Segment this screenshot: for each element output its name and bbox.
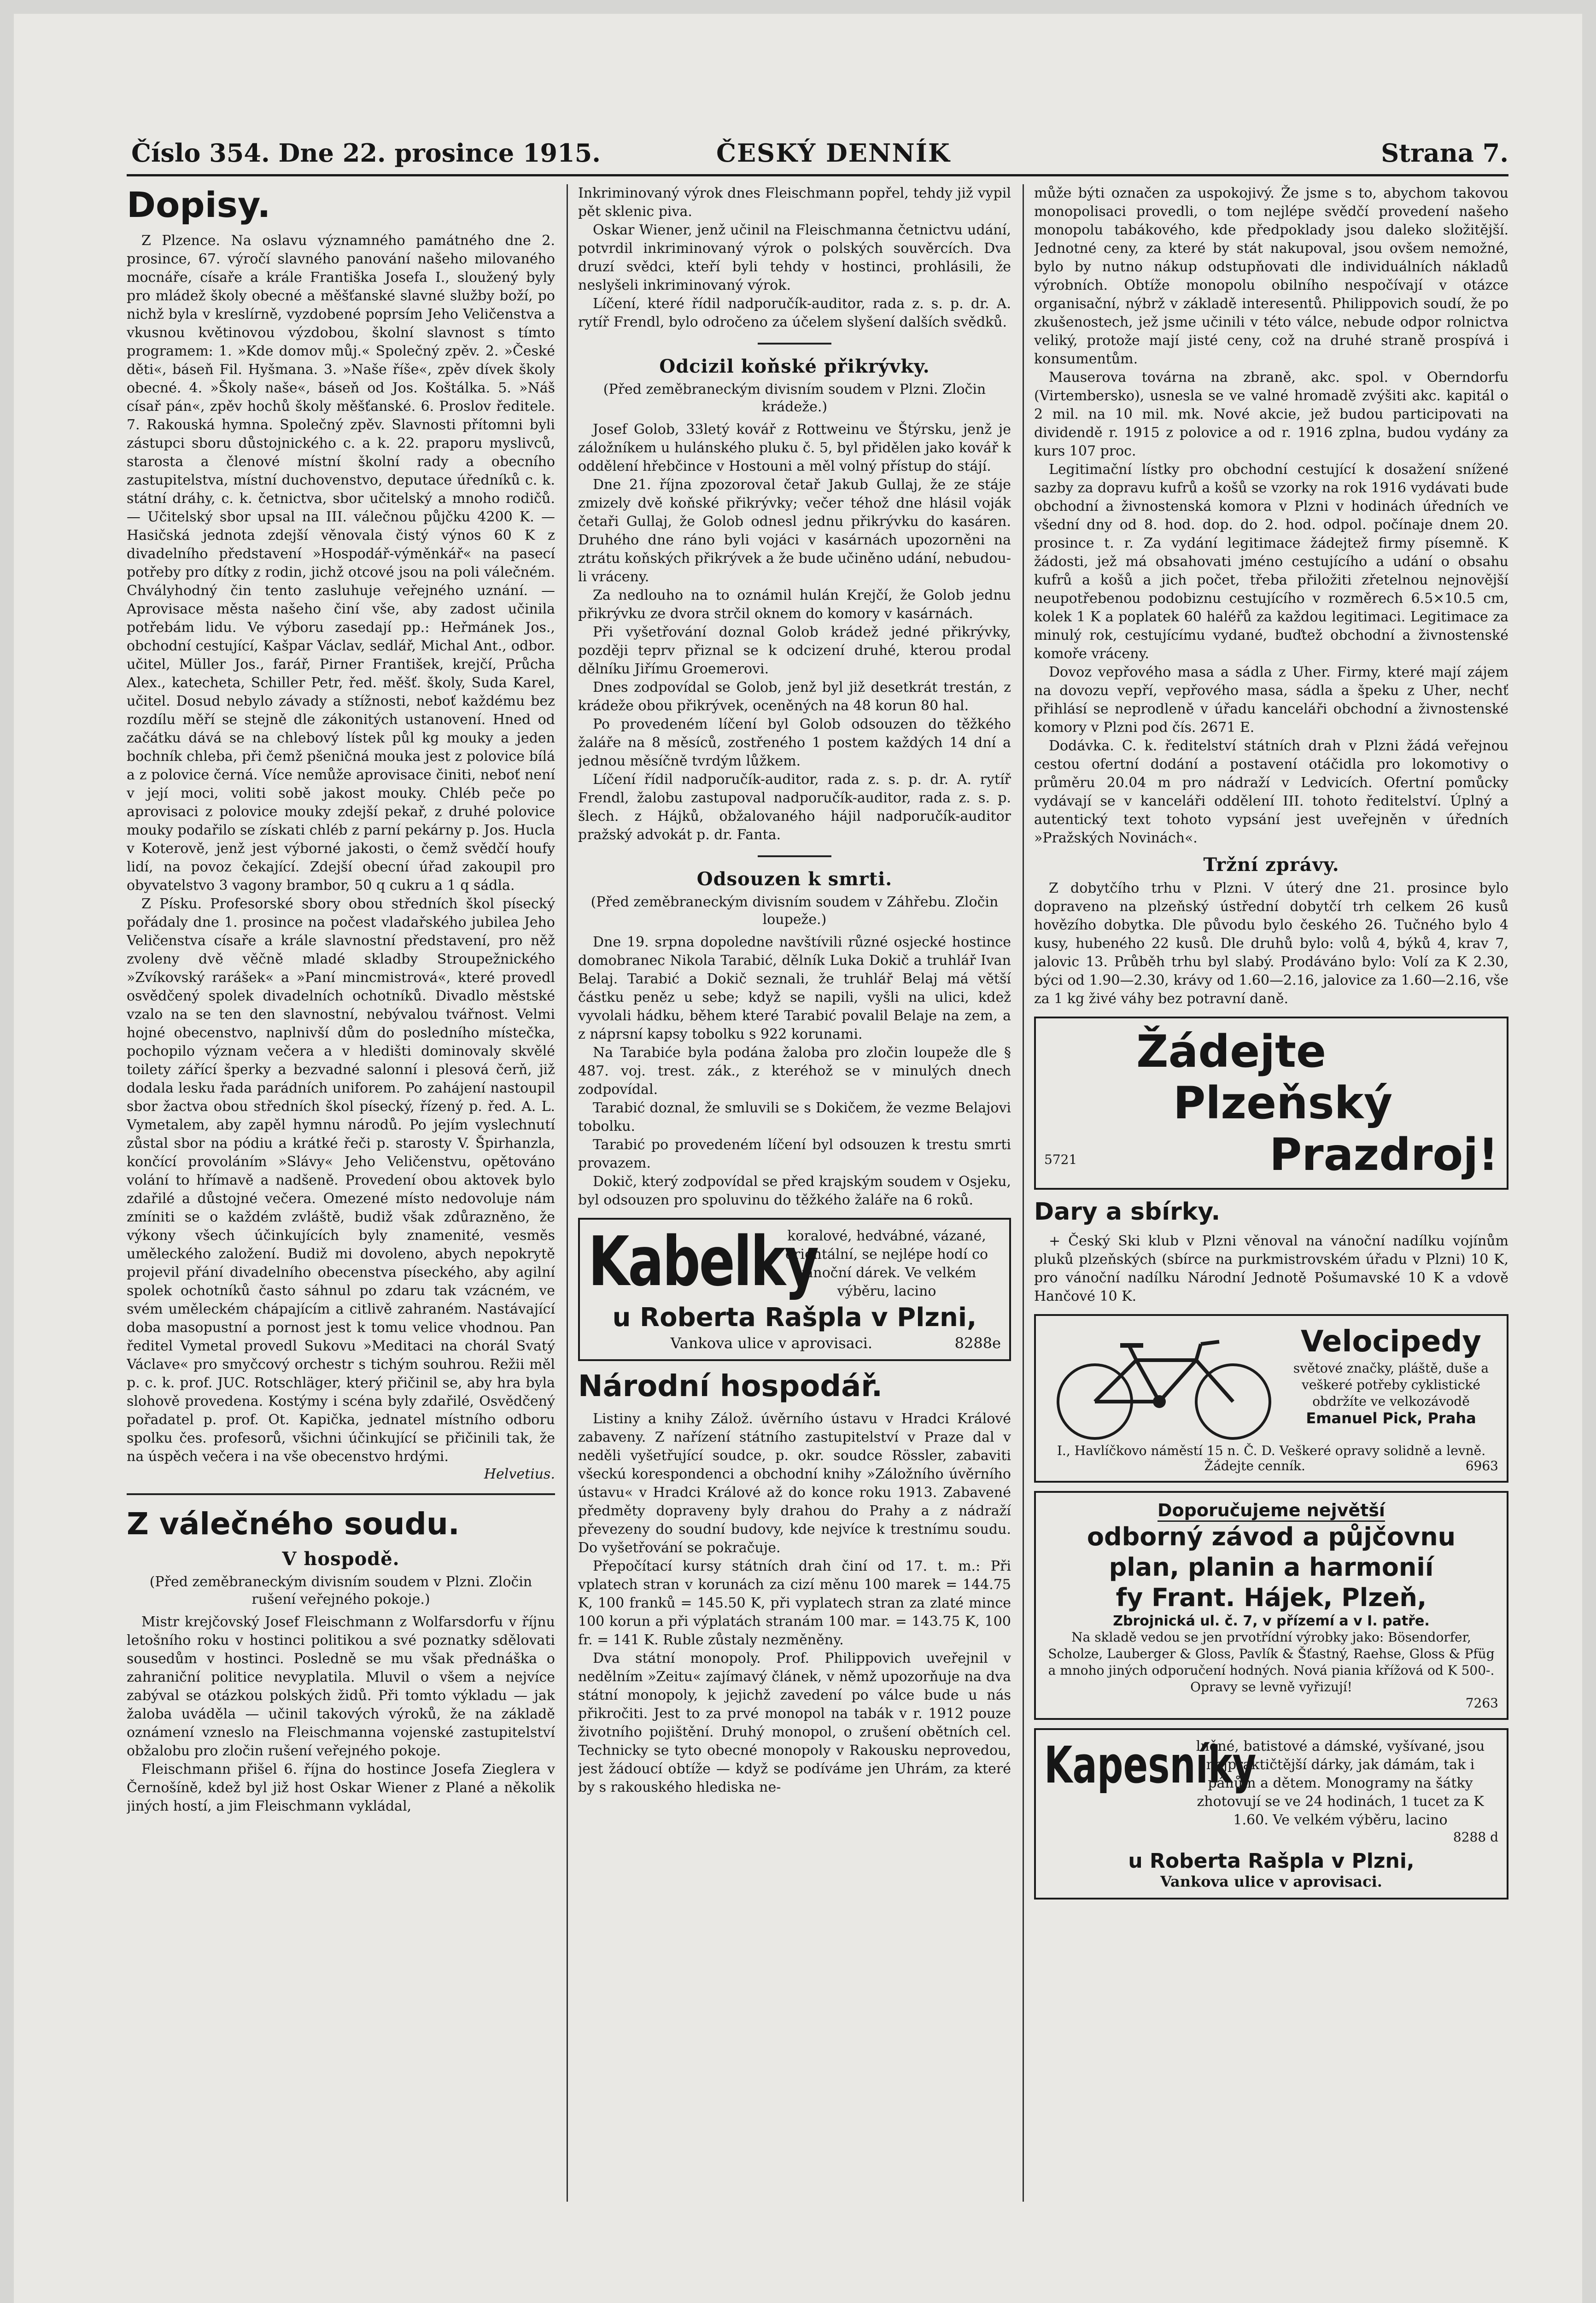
page-header: [113, 138, 1508, 170]
advert-kabelky-address: Vankova ulice v aprovisaci.: [670, 1334, 873, 1352]
advert-code: 6963: [1465, 1458, 1498, 1473]
article-fleischmann: Mistr krejčovský Josef Fleischmann z Wolfarsdorfu v říjnu letošního roku v hostinci politikou a své poznatky sdělovati sousedům v hostinci. Posledně se mu však přednáška o zahraniční politice nevyplatila. Mluvil o všem a nejvíce zabýval se otázkou polských židů. Při tomto výkladu — jak žaloba uváděla — učinil takových výroků, že na základě oznámení vzneslo na Fleischmanna vojenské zastupitelství obžalobu pro zločin rušení veřejného pokoje.: [127, 1614, 555, 1759]
advert-code: 5721: [1044, 1152, 1077, 1167]
economy-paragraph: Mauserova továrna na zbraně, akc. spol. v Oberndorfu (Virtembersko), usnesla se ve valné hromadě zvýšiti akc. kapitál o 2 mil. na 10 mil. mk. Nové akcie, jež budou participovati na dividendě r. 1915 z polovice a od r. 1916 zplna, budou vydány za kurs 107 proc.: [1034, 369, 1508, 459]
column-rule: [1023, 184, 1024, 2202]
bicycle-icon: [1044, 1323, 1284, 1443]
article-divider: [758, 855, 831, 857]
advert-prazdroj-line2: Plzeňský: [1173, 1077, 1393, 1129]
article-paragraph: Tarabić doznal, že smluvili se s Dokičem, že vezme Belajovi tobolku.: [578, 1100, 1011, 1134]
advert-kapesniky-text: lněné, batistové a dámské, vyšívané, jsou nejpraktičtější dárky, jak dámám, tak i pánům a dětem. Monogramy na šátky zhotovují se ve 24 hodinách, 1 tucet za K 1.60. Ve velkém výběru, lacino: [1196, 1738, 1485, 1828]
article-divider: [758, 343, 831, 345]
masthead-title: ČESKÝ DENNÍK: [716, 138, 951, 168]
column-3: [1034, 184, 1508, 2220]
article-signature: Helvetius.: [484, 1466, 555, 1482]
advert-prazdroj: [1034, 1017, 1508, 1190]
section-title-war-court: Z válečného soudu.: [127, 1506, 460, 1542]
economy-paragraph: Přepočítací kursy státních drah činí od 17. t. m.: Při vplatech stran v korunách za cizí měnu 100 marek = 144.75 K, 100 franků = 145.50 K, při vyplatech stran za zlaté mince 100 korun a při výplatách stranám 100 mar. = 143.75 K, 100 fr. = 141 K. Ruble zůstaly nezměněny.: [578, 1558, 1011, 1648]
advert-velo-title: Velocipedy: [1301, 1325, 1481, 1359]
advert-hajek-lead: Doporučujeme největší: [1158, 1500, 1385, 1522]
issue-line: Číslo 354. Dne 22. prosince 1915.: [131, 138, 601, 168]
article-court-note: (Před zeměbraneckým divisním soudem v Plzni. Zločin rušení veřejného pokoje.): [149, 1574, 532, 1607]
article-paragraph: Při vyšetřování doznal Golob krádež jedné přikrývky, později teprv přiznal se k odcizení druhé, kterou prodal dělníku Jiřímu Groemerovi.: [578, 624, 1011, 677]
economy-paragraph: Dodávka. C. k. ředitelství státních drah v Plzni žádá veřejnou cestou ofertní dodání a postavení otáčidla pro lokomotivy o průměru 20.04 m pro nádraží v Ledvicích. Ofertní pomůcky vydávají se v kanceláři oddělení III. tohoto ředitelství. Úplný a autentický text tohoto vypsání jest uveřejněn v úředních »Pražských Novinách«.: [1034, 738, 1508, 846]
article-court-note: (Před zeměbraneckým divisním soudem v Záhřebu. Zločin loupeže.): [590, 894, 999, 928]
header-rule: [127, 174, 1508, 176]
article-fleischmann-cont: Fleischmann přišel 6. října do hostince Josefa Zieglera v Černošíně, kdež byl již host Oskar Wiener z Plané a několik jiných hostí, a jim Fleischmann vykládal,: [127, 1761, 555, 1814]
economy-paragraph: Dva státní monopoly. Prof. Philippovich uveřejnil v nedělním »Zeitu« zajímavý článek, v němž upozorňuje na dva státní monopoly, k jejichž zavedení po válce bude u nás přikročiti. Jest to za prvé monopol na tabák v r. 1912 pouze životního pojištění. Druhý monopol, o zrušení obětních cel. Technicky se tyto obecné monopoly v Rakousku neprovedou, jest žádoucí obtíže — když se podíváme jen Uhrám, za které by s rakouského hlediska ne-: [578, 1650, 1011, 1795]
advert-hajek-address: Zbrojnická ul. č. 7, v přízemí a v I. patře.: [1113, 1613, 1430, 1629]
advert-hajek-text: Na skladě vedou se jen prvotřídní výrobky jako: Bösendorfer, Scholze, Lauberger & Gloss, Pavlík & Šťastný, Raehse, Gloss & Pfüg a mnoho jiných odporučení hodných. Nová piania křížová od K 500-. Opravy se levně vyřizují!: [1048, 1630, 1495, 1695]
section-title-gifts: Dary a sbírky.: [1034, 1198, 1221, 1226]
newspaper-page: [113, 120, 1508, 2220]
newspaper-sheet: [14, 14, 1582, 2303]
advert-kabelky: [578, 1218, 1011, 1361]
advert-kapesniky: [1034, 1728, 1508, 1900]
page-number: Strana 7.: [1381, 138, 1508, 168]
article-paragraph: Na Tarabiće byla podána žaloba pro zločin loupeže dle § 487. voj. trest. zák., z kteréhož se v minulých dnech zodpovídal.: [578, 1045, 1011, 1098]
advert-kabelky-street: [588, 1334, 1001, 1352]
advert-velo-firm: Emanuel Pick, Praha: [1306, 1409, 1476, 1427]
article-paragraph: Líčení řídil nadporučík-auditor, rada z. s. p. dr. A. rytíř Frendl, žalobu zastupoval nadporučík-auditor, rada z. s. p. šlech. z Hájků, obžalovaného hájil nadporučík-auditor pražský advokát p. dr. Fanta.: [578, 772, 1011, 843]
advert-code: 8288 d: [1453, 1830, 1498, 1845]
advert-velocipedy: [1034, 1314, 1508, 1483]
column-rule: [567, 184, 568, 2202]
advert-hajek-line1: odborný závod a půjčovnu: [1087, 1522, 1456, 1551]
article-wiener: Oskar Wiener, jenž učinil na Fleischmanna četnictvu udání, potvrdil inkriminovaný výrok o polských souvěrcích. Dva druzí svědci, kteří byli tehdy v hostinci, prohlásili, že neslyšeli inkriminovaný výrok.: [578, 222, 1011, 293]
article-title-smrt: Odsouzen k smrti.: [696, 868, 893, 890]
advert-kabelky-headline: Kabelky: [588, 1222, 818, 1301]
advert-kapesniky-street: Vankova ulice v aprovisaci.: [1160, 1873, 1382, 1890]
market-report: Z dobytčího trhu v Plzni. V úterý dne 21. prosince bylo dopraveno na plzeňský ústřední dobytčí trh celkem 26 kusů hovězího dobytka. Dle původu bylo českého 26. Tučného bylo 4 kusy, hubeného 22 kusů. Dle druhů bylo: volů 4, býků 4, krav 7, jalovic 13. Průběh trhu byl slabý. Prodáváno bylo: Volí za K 2.30, býci od 1.90—2.30, krávy od 1.60—2.16, jalovice za 1.60—2.16, vše za 1 kg živé váhy bez potravní daně.: [1034, 880, 1508, 1007]
article-paragraph: Tarabić po provedeném líčení byl odsouzen k trestu smrti provazem.: [578, 1137, 1011, 1171]
advert-hajek: [1034, 1491, 1508, 1720]
gifts-text: + Český Ski klub v Plzni věnoval na vánoční nadílku vojínům pluků plzeňských (sbírce na purkmistrovském úřadu v Plzni) 10 K, pro vánoční nadílku Národní Jednotě Pošumavské 10 K a vdově Hančové 10 K.: [1034, 1233, 1508, 1304]
advert-velo-text: světové značky, pláště, duše a veškeré potřeby cyklistické obdržíte ve velkozávodě: [1293, 1361, 1489, 1409]
advert-prazdroj-line3: Prazdroj!: [1269, 1129, 1498, 1181]
article-paragraph: Dokič, který zodpovídal se před krajským soudem v Osjeku, byl odsouzen pro spoluvinu do těžkého žaláře na 6 roků.: [578, 1174, 1011, 1208]
advert-velo-address: I., Havlíčkovo náměstí 15 n. Č. D. Veškeré opravy solidně a levně. Žádejte cenník.: [1057, 1443, 1486, 1473]
article-paragraph: Dnes zodpovídal se Golob, jenž byl již desetkrát trestán, z krádeže obou přikrývek, oceněných na 48 korun 80 hal.: [578, 679, 1011, 714]
advert-kabelky-firm: u Roberta Rašpla v Plzni,: [612, 1303, 977, 1333]
section-title-dopisy: Dopisy.: [127, 184, 271, 225]
section-divider: [127, 1493, 555, 1495]
advert-kabelky-text: koralové, hedvábné, vázané, orientální, se nejlépe hodí co vánoční dárek. Ve velkém výběru, lacino: [785, 1228, 988, 1299]
article-title-prikryvky: Odcizil koňské přikrývky.: [659, 356, 930, 377]
article-plzenec: Z Plzence. Na oslavu významného památného dne 2. prosince, 67. výročí slavného panování našeho milovaného mocnáře, císaře a krále Františka Josefa I., sloužený byly pro mládež školy obecné a měšťanské slavné služby boží, po nichž byla v kreslírně, vyzdobené poprsím Jeho Veličenstva a vkusnou květinovou výzdobou, školní slavnost s tímto programem: 1. »Kde domov můj.« Společný zpěv. 2. »České děti«, báseň Fil. Hyšmana. 3. »Naše říše«, zpěv dívek školy obecné. 4. »Školy naše«, báseň od Jos. Koštálka. 5. »Náš císař pán«, zpěv hochů školy měšťanské. 6. Proslov ředitele. 7. Rakouská hymna. Společný zpěv. Slavnosti přítomni byli zástupci sboru důstojnického c. a k. 22. praporu myslivců, starosta a členové místní školní rady a obecního zastupitelstva, místní duchovenstvo, deputace úředníků c. k. státní dráhy, c. k. četnictva, sbor učitelský a mnoho rodičů. — Učitelský sbor upsal na III. válečnou půjčku 4200 K. — Hasičská jednota zdejší věnovala čistý výnos 60 K z divadelního představení »Hospodář-výměnkář« na pasecí potřeby pro dítky z rodin, jichž otcové jsou na poli válečném. Chvályhodný čin tento zasluhuje veřejného uznání. — Aprovisace města našeho činí vše, aby zadost učinila potřebám lidu. Ve výboru zasedají pp.: Heřmánek Jos., obchodní cestující, Kašpar Václav, sedlář, Michal Ant., odbor. učitel, Müller Jos., farář, Pirner František, krejčí, Průcha Alex., katecheta, Schiller Petr, řed. měšť. školy, Suda Karel, učitel. Dosud nebylo závady a stížnosti, neboť každému bez rozdílu měří se stejně dle zákonitých ustanovení. Hned od začátku dává se na chlebový lístek půl kg mouky a jeden bochník chleba, při čemž pšeničná mouka jest z polovice bílá a z polovice černá. Více nemůže aprovisace činiti, neboť není v její moci, voliti sobě jakost mouky. Chléb peče po aprovisaci z polovice mouky zdejší pekař, z druhé polovice mouky podařilo se získati chléb z parní pekárny p. Jos. Hucla v Koterově, jenž jest výborné jakosti, o čemž svědčí houfy lidí, na povoz čekající. Zdejší obecní úřad zakoupil pro obyvatelstvo 3 vagony brambor, 50 q cukru a 1 q sádla.: [127, 233, 555, 894]
article-paragraph: Za nedlouho na to oznámil hulán Krejčí, že Golob jednu přikrývku ze dvora strčil oknem do komory v kasárnách.: [578, 587, 1011, 622]
advert-velo-footer: [1044, 1443, 1498, 1473]
advert-hajek-line2: plan, planin a harmonií: [1109, 1553, 1434, 1582]
economy-paragraph: Dovoz vepřového masa a sádla z Uher. Firmy, které mají zájem na dovozu vepří, vepřového masa, sádla a špeku z Uher, nechť přihlásí se neprodleně v úřadu kanceláři obchodní a živnostenské komory v Plzni pod čís. 2671 E.: [1034, 664, 1508, 736]
advert-kapesniky-headline: Kapesníky: [1044, 1736, 1257, 1794]
article-adjourned: Líčení, které řídil nadporučík-auditor, rada z. s. p. dr. A. rytíř Frendl, bylo odročeno za účelem slyšení dalších svědků.: [578, 296, 1011, 330]
column-2: [578, 184, 1011, 2220]
article-pisek: Z Písku. Profesorské sbory obou středních škol písecký pořádaly dne 1. prosince na počest vladařského jubilea Jeho Veličenstva císaře a krále slavnostní představení, pro něž zvoleny dvě věčně mladé skladby Stroupežnického »Zvíkovský rarášek« a »Paní mincmistrová«, které provedl osvědčený spolek divadelních ochotníků. Divadlo městské vzalo na se ten den slavnostní, nebývalou tvářnost. Velmi hojné obecenstvo, naplnivší dům do posledního místečka, pochopilo význam večera a v hledišti dominovaly skvělé toilety zářící šperky a bezvadné salonní i plesová čerň, již dodala lesku řada parádních uniforem. Po zahájení nastoupil sbor žactva obou středních škol písecký, řízený p. řed. A. L. Vymetalem, aby zapěl hymnu národů. Po jejím vyslechnutí zůstal sbor na pódiu a krátké řeči p. starosty V. Špirhanzla, končící provoláním »Slávy« Jeho Veličenstvu, opětováno volání to hřímavě a nadšeně. Provedení obou aktovek bylo zdařilé a důstojné večera. Omezené místo nedovoluje nám zmíniti se o každém zvláště, budiž však zdůrazněno, že výkony všech účinkujících byly znamenité, vesměs uměleckého založení. Budiž mi dovoleno, abych nepokrytě projevil přání divadelního obecenstva píseckého, aby agilní spolek ochotníků často sáhnul po zdaru tak vzácném, ve svém uměleckém chápajícím a citlivě zahraném. Nastávající doba masopustní a pornost jest k tomu velice vhodnou. Pan ředitel Vymetal provedl Sukovu »Meditaci na chorál Svatý Václave« pro smyčcový orchestr s tichým souhrou. Režii měl p. c. k. prof. JUC. Rotschläger, který přičinil se, aby hra byla slohově provedena. Kostýmy i scéna byly zdařilé, Osvědčený pořadatel p. prof. Ot. Kapička, jednatel místního odboru spolku čes. profesorů, všichni účinkující se přičinili tak, že na úspěch večera i na vše obecenstvo hrdými.: [127, 896, 555, 1465]
advert-hajek-firm: fy Frant. Hájek, Plzeň,: [1116, 1583, 1427, 1612]
economy-continuation: může býti označen za uspokojivý. Že jsme s to, abychom takovou monopolisaci provedli, o tom nejlépe svědčí provedení našeho monopolu tabákového, kde předpoklady jsou daleko složitější. Jednotné ceny, za které by stát nakupoval, jsou ovšem nemožné, bylo by nutno nákup odstupňovati dle individuálních nákladů výrobních. Obtíže monopolu obilního nespočívají v otázce organisační, nýbrž v základě interesentů. Philippovich soudí, že po zkušenostech, jež jsme učinili v této válce, nebude odpor rolnictva veliký, protože mají jisté ceny, což na druhé straně prospívá i konsumentům.: [1034, 185, 1508, 367]
column-1: [127, 184, 555, 2220]
advert-code: 7263: [1465, 1695, 1498, 1711]
economy-paragraph: Legitimační lístky pro obchodní cestující k dosažení snížené sazby za dopravu kufrů a košů se vzorky na rok 1916 vydávati bude obchodní a živnostenská komora v Plzni v hodinách úředních ve všední dny od 8. hod. dop. do 2. hod. odpol. počínaje dnem 20. prosince t. r. Za vydání legitimace žádejtež firmy písemně. K žádosti, jež má obsahovati jméno cestujícího a udání o obsahu kufrů a košů a jich počet, třeba přiložiti zřetelnou nejnovější neupotřebenou podobiznu cestujícího v rozměrech 6.5×10.5 cm, kolek 1 K a poplatek 60 haléřů za každou legitimaci. Legitimace za minulý rok, cestujícímu vydané, buďtež obchodní a živnostenské komoře vráceny.: [1034, 462, 1508, 662]
economy-paragraph: Listiny a knihy Zálož. úvěrního ústavu v Hradci Králové zabaveny. Z nařízení státního zastupitelství v Praze dal v neděli vyšetřující soudce, p. okr. soudce Rössler, zabaviti všeckú korespondenci a obchodní knihy »Záložního úvěrního ústavu« v Hradci Králové až do konce roku 1913. Zabavené předměty dopraveny byly drahou do Prahy a z nádraží převezeny do soudní budovy, kde nejvíce k trestnímu soudu. Do vyšetřování se pokračuje.: [578, 1411, 1011, 1556]
article-fleischmann-end: Inkriminovaný výrok dnes Fleischmann popřel, tehdy již vypil pět sklenic piva.: [578, 185, 1011, 220]
advert-prazdroj-line1: Žádejte: [1136, 1026, 1327, 1077]
advert-kapesniky-firm: u Roberta Rašpla v Plzni,: [1128, 1849, 1415, 1873]
article-paragraph: Dne 21. října zpozoroval četař Jakub Gullaj, že ze stáje zmizely dvě koňské přikrývky; večer téhož dne hlásil voják četaři Gullaj, že Golob odnesl jednu přikrývku do kasáren. Druhého dne ráno byli vojáci v kasárnách upozorněni na ztrátu koňských přikrývek a že bude učiněno udání, nebudou-li vráceny.: [578, 477, 1011, 585]
article-title-hospoda: V hospodě.: [282, 1548, 400, 1570]
article-paragraph: Dne 19. srpna dopoledne navštívili různé osjecké hostince domobranec Nikola Tarabić, dělník Luka Dokič a truhlář Ivan Belaj. Tarabić a Dokič seznali, že truhlář Belaj má větší částku peněz u sebe; když se napili, vyšli na ulici, kdež vyvolali hádku, během které Tarabić povalil Belaje na zem, a z náprsní kapsy tobolku s 922 korunami.: [578, 934, 1011, 1042]
article-paragraph: Josef Golob, 33letý kovář z Rottweinu ve Štýrsku, jenž je záložníkem u hulánského pluku č. 5, byl přidělen jako kovář k oddělení hřebčince v Hostouni a měl volný přístup do stájí.: [578, 421, 1011, 474]
market-title: Tržní zprávy.: [1203, 854, 1339, 876]
advert-code: 8288e: [954, 1334, 1001, 1352]
article-paragraph: Po provedeném líčení byl Golob odsouzen do těžkého žaláře na 8 měsíců, zostřeného 1 postem každých 14 dní a jednou měsíčně tvrdým lůžkem.: [578, 716, 1011, 769]
article-court-note: (Před zeměbraneckým divisním soudem v Plzni. Zločin krádeže.): [603, 381, 986, 415]
section-title-economy: Národní hospodář.: [578, 1369, 883, 1403]
